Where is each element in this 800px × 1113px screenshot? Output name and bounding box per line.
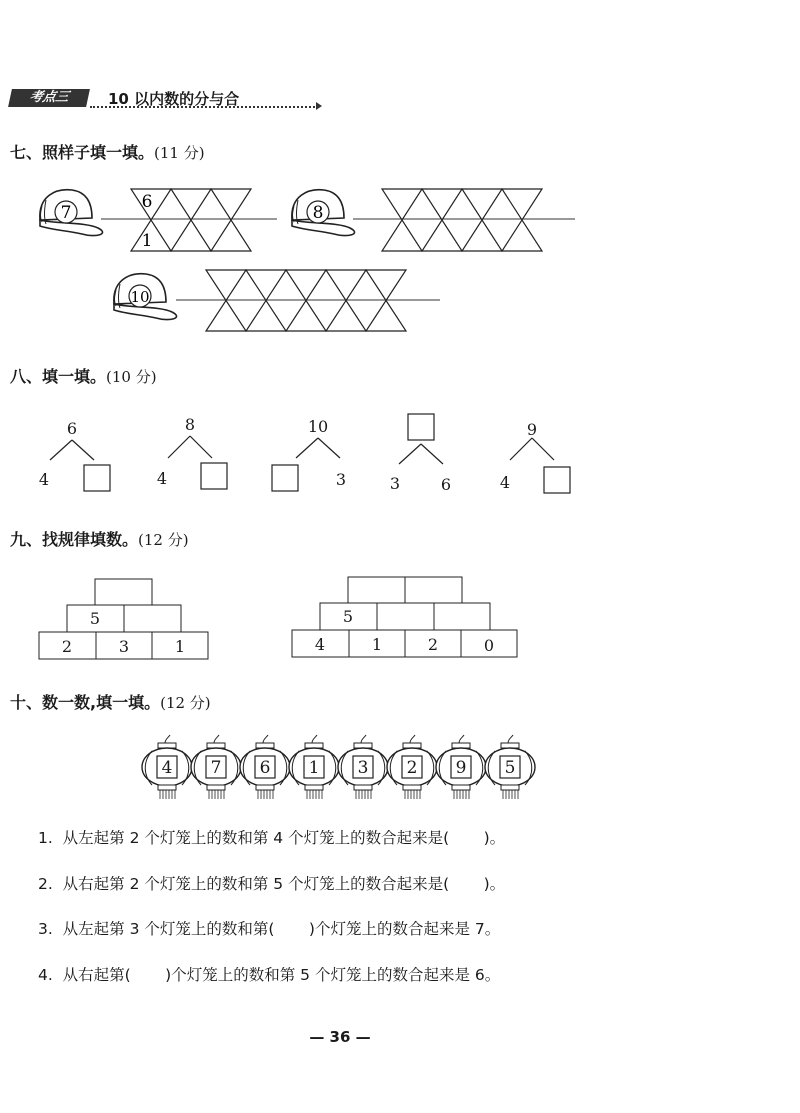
question-2: 2. 从右起第 2 个灯笼上的数和第 5 个灯笼上的数合起来是( )。 bbox=[38, 875, 506, 893]
tree-1-top: 6 bbox=[66, 419, 78, 438]
lantern-6 bbox=[387, 735, 437, 799]
pyramid-1-base-1: 2 bbox=[61, 637, 73, 656]
hat-8-icon bbox=[292, 190, 355, 236]
svg-text:10: 10 bbox=[130, 288, 150, 306]
pyramid-1-row2-first: 5 bbox=[89, 609, 101, 628]
pyramid-2-base-3: 2 bbox=[427, 635, 439, 654]
section-8-title: 八、填一填。(10 分) bbox=[10, 367, 157, 386]
svg-text:7: 7 bbox=[210, 758, 222, 778]
section-9-title: 九、找规律填数。(12 分) bbox=[10, 530, 189, 549]
svg-text:7: 7 bbox=[60, 203, 72, 223]
page-number: — 36 — bbox=[309, 1028, 371, 1046]
tree-2-left: 4 bbox=[156, 469, 168, 488]
section-7-title: 七、照样子填一填。(11 分) bbox=[10, 143, 205, 162]
svg-text:6: 6 bbox=[259, 758, 271, 778]
lantern-8 bbox=[485, 735, 535, 799]
svg-text:8: 8 bbox=[312, 203, 324, 223]
example-top-number: 6 bbox=[141, 192, 153, 212]
question-3: 3. 从左起第 3 个灯笼上的数和第( )个灯笼上的数合起来是 7。 bbox=[38, 920, 501, 938]
pyramid-2-base-4: 0 bbox=[483, 636, 495, 655]
tree-2-top: 8 bbox=[184, 415, 196, 434]
pyramid-1-base-3: 1 bbox=[174, 637, 186, 656]
question-4: 4. 从右起第( )个灯笼上的数和第 5 个灯笼上的数合起来是 6。 bbox=[38, 966, 501, 984]
section-10-title: 十、数一数,填一填。(12 分) bbox=[10, 693, 211, 712]
topic-badge: 考点三 bbox=[8, 89, 90, 107]
svg-text:4: 4 bbox=[161, 758, 173, 778]
tree-4-right: 6 bbox=[440, 475, 452, 494]
tree-3-right: 3 bbox=[335, 470, 347, 489]
lantern-7 bbox=[436, 735, 486, 799]
svg-text:1: 1 bbox=[308, 758, 320, 778]
lantern-row bbox=[142, 735, 535, 799]
pyramid-2-row2-first: 5 bbox=[342, 607, 354, 626]
hat-7-icon bbox=[40, 190, 103, 236]
svg-text:9: 9 bbox=[455, 758, 467, 778]
pyramid-2-base-1: 4 bbox=[314, 635, 326, 654]
lantern-5 bbox=[338, 735, 388, 799]
example-bottom-number: 1 bbox=[141, 231, 153, 251]
svg-text:2: 2 bbox=[406, 758, 418, 778]
pyramid-2-base-2: 1 bbox=[371, 635, 383, 654]
tree-5-left: 4 bbox=[499, 473, 511, 492]
question-1: 1. 从左起第 2 个灯笼上的数和第 4 个灯笼上的数合起来是( )。 bbox=[38, 829, 506, 847]
svg-text:5: 5 bbox=[504, 758, 516, 778]
lantern-1 bbox=[142, 735, 192, 799]
lantern-2 bbox=[191, 735, 241, 799]
tree-3-top: 10 bbox=[307, 417, 329, 436]
topic-title: 10 以内数的分与合 bbox=[108, 90, 240, 108]
hat-10-icon bbox=[114, 274, 177, 320]
tree-1-left: 4 bbox=[38, 470, 50, 489]
lantern-3 bbox=[240, 735, 290, 799]
tree-4-left: 3 bbox=[389, 474, 401, 493]
lantern-4 bbox=[289, 735, 339, 799]
svg-text:3: 3 bbox=[357, 758, 369, 778]
pyramid-1-base-2: 3 bbox=[118, 637, 130, 656]
tree-5-top: 9 bbox=[526, 420, 538, 439]
